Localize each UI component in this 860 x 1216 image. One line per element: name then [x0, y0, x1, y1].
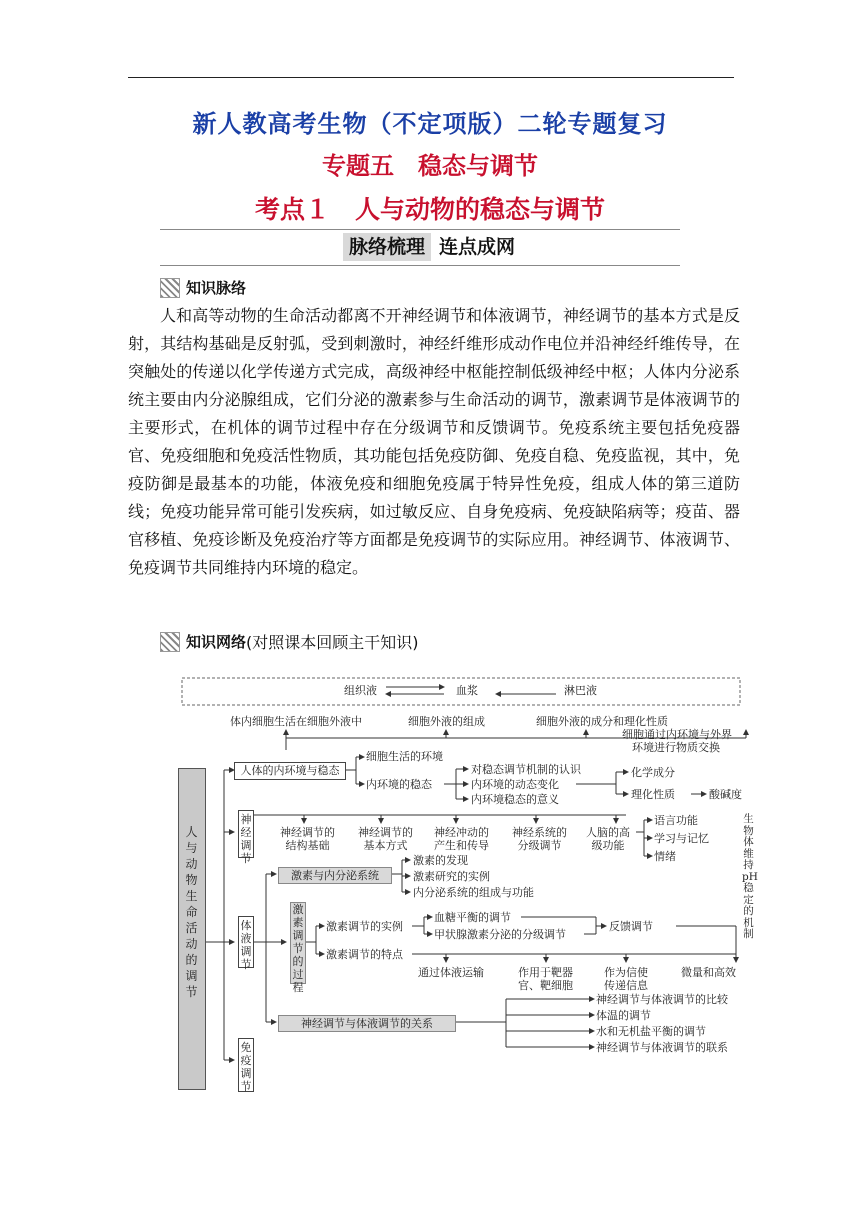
nerve-item-5 — [586, 826, 630, 852]
endocrine-item-1: 激素的发现 — [413, 854, 468, 867]
feature-3-line2: 传递信息 — [604, 979, 648, 992]
env-row-b: 细胞外液的组成 — [408, 715, 485, 728]
thyroid-regulation-label: 甲状腺激素分泌的分级调节 — [434, 928, 566, 941]
relation-item-4: 神经调节与体液调节的联系 — [596, 1041, 728, 1054]
internal-env-box: 人体的内环境与稳态 — [234, 762, 346, 780]
feature-1 — [418, 966, 484, 979]
feedback-label: 反馈调节 — [609, 920, 653, 933]
relation-item-2: 体温的调节 — [596, 1009, 651, 1022]
section-heading: 知识脉络 — [186, 279, 247, 297]
humoral-regulation-box — [238, 916, 254, 971]
nerve-item-2-line2: 基本方式 — [363, 839, 408, 852]
tissue-fluid-label: 组织液 — [344, 684, 377, 697]
relation-item-1: 神经调节与体液调节的比较 — [596, 993, 728, 1006]
feature-2-line1: 作用于靶器 — [518, 966, 573, 979]
physical-properties-label: 理化性质 — [631, 788, 675, 801]
relation-box: 神经调节与体液调节的关系 — [278, 1015, 456, 1032]
humoral-regulation-label: 体液调节 — [240, 919, 252, 971]
chemical-composition-label: 化学成分 — [631, 766, 675, 779]
nerve-item-4 — [512, 826, 567, 852]
env-row-d2: 环境进行物质交换 — [632, 741, 720, 754]
banner-rule-bottom — [160, 265, 680, 266]
section-knowledge-context — [160, 277, 246, 298]
nerve-item-1-line1: 神经调节的 — [280, 826, 335, 839]
brain-item-3: 情绪 — [654, 850, 676, 863]
hormone-process-label: 激素调节的过程 — [292, 903, 304, 994]
cell-env-label: 细胞生活的环境 — [366, 750, 443, 763]
top-rule — [128, 77, 734, 78]
banner-right: 连点成网 — [439, 236, 516, 258]
nerve-regulation-label: 神经调节 — [240, 813, 252, 865]
section-heading: 知识网络 — [186, 633, 247, 651]
hormone-process-box — [290, 902, 306, 994]
hormone-examples-label: 激素调节的实例 — [326, 920, 403, 933]
banner-rule-top — [160, 229, 680, 230]
nerve-item-3 — [434, 826, 489, 852]
nerve-item-1-line2: 结构基础 — [285, 839, 330, 852]
hormone-features-label: 激素调节的特点 — [326, 948, 403, 961]
nerve-regulation-box — [238, 810, 254, 865]
root-box — [178, 768, 206, 1090]
nerve-item-4-line2: 分级调节 — [517, 839, 562, 852]
homeostasis-item-3: 内环境稳态的意义 — [471, 793, 559, 806]
env-row-c: 细胞外液的成分和理化性质 — [536, 715, 668, 728]
homeostasis-item-1: 对稳态调节机制的认识 — [471, 763, 581, 776]
env-row-d1: 细胞通过内环境与外界 — [622, 728, 732, 741]
section-knowledge-network — [160, 630, 419, 653]
feature-3-line1: 作为信使 — [604, 966, 648, 979]
body-paragraph: 人和高等动物的生命活动都离不开神经调节和体液调节，神经调节的基本方式是反射，其结构基础是反射弧，受到刺激时，神经纤维形成动作电位并沿神经纤维传导，在突触处的传递以化学传递方式完成，高级神经中枢能控制低级神经中枢；人体内分泌系统主要由内分泌腺组成，它们分泌的激素参与生命活动的调节，激素调节是体液调节的主要形式，在机体的调节过程中存在分级调节和反馈调节。免疫系统主要包括免疫器官、免疫细胞和免疫活性物质，其功能包括免疫防御、免疫自稳、免疫监视，其中，免疫防御是最基本的功能，体液免疫和细胞免疫属于特异性免疫，组成人体的第三道防线；免疫功能异常可能引发疾病，如过敏反应、自身免疫病、免疫缺陷病等；疫苗、器官移植、免疫诊断及免疫治疗等方面都是免疫调节的实际应用。神经调节、体液调节、免疫调节共同维持内环境的稳定。 — [128, 306, 740, 577]
immune-regulation-label: 免疫调节 — [240, 1041, 252, 1093]
diamond-pattern-icon — [160, 632, 180, 652]
nerve-item-3-line1: 神经冲动的 — [434, 826, 489, 839]
nerve-item-3-line2: 产生和传导 — [434, 839, 489, 852]
nerve-item-4-line1: 神经系统的 — [512, 826, 567, 839]
brain-item-1: 语言功能 — [654, 814, 698, 827]
plasma-label: 血浆 — [456, 684, 478, 697]
nerve-item-1 — [280, 826, 335, 852]
env-row-a: 体内细胞生活在细胞外液中 — [230, 715, 362, 728]
diamond-pattern-icon — [160, 278, 180, 298]
bio-ph-mechanism-label: 生物体维持pH稳定的机制 — [742, 813, 758, 940]
banner — [343, 233, 523, 261]
homeostasis-item-2: 内环境的动态变化 — [471, 778, 559, 791]
glucose-regulation-label: 血糖平衡的调节 — [434, 911, 511, 924]
feature-3 — [604, 966, 648, 992]
feature-1-line1: 通过体液运输 — [418, 966, 484, 979]
endocrine-item-3: 内分泌系统的组成与功能 — [413, 886, 534, 899]
endocrine-item-2: 激素研究的实例 — [413, 870, 490, 883]
root-label: 人与动物生命活动的调节 — [185, 825, 198, 999]
hormone-endocrine-box: 激素与内分泌系统 — [278, 867, 392, 884]
knowledge-network-diagram — [176, 672, 766, 1096]
brain-item-2: 学习与记忆 — [654, 832, 709, 845]
section-note: (对照课本回顾主干知识) — [246, 633, 419, 652]
feature-2-line2: 官、靶细胞 — [518, 979, 573, 992]
immune-regulation-box — [238, 1038, 254, 1092]
feature-4-line1: 微量和高效 — [681, 966, 736, 979]
ph-label: 酸碱度 — [709, 788, 742, 801]
nerve-item-2 — [358, 826, 413, 852]
homeostasis-label: 内环境的稳态 — [366, 778, 432, 791]
topic-title: 专题五 稳态与调节 — [322, 152, 538, 180]
nerve-item-5-line2: 级功能 — [591, 839, 625, 852]
book-title: 新人教高考生物（不定项版）二轮专题复习 — [192, 109, 668, 138]
banner-left: 脉络梳理 — [343, 233, 431, 261]
exam-point-title: 考点１ 人与动物的稳态与调节 — [254, 195, 605, 224]
feature-4 — [681, 966, 736, 979]
relation-item-3: 水和无机盐平衡的调节 — [596, 1025, 706, 1038]
lymph-label: 淋巴液 — [564, 684, 597, 697]
nerve-item-2-line1: 神经调节的 — [358, 826, 413, 839]
nerve-item-5-line1: 人脑的高 — [586, 826, 630, 839]
feature-2 — [518, 966, 573, 992]
